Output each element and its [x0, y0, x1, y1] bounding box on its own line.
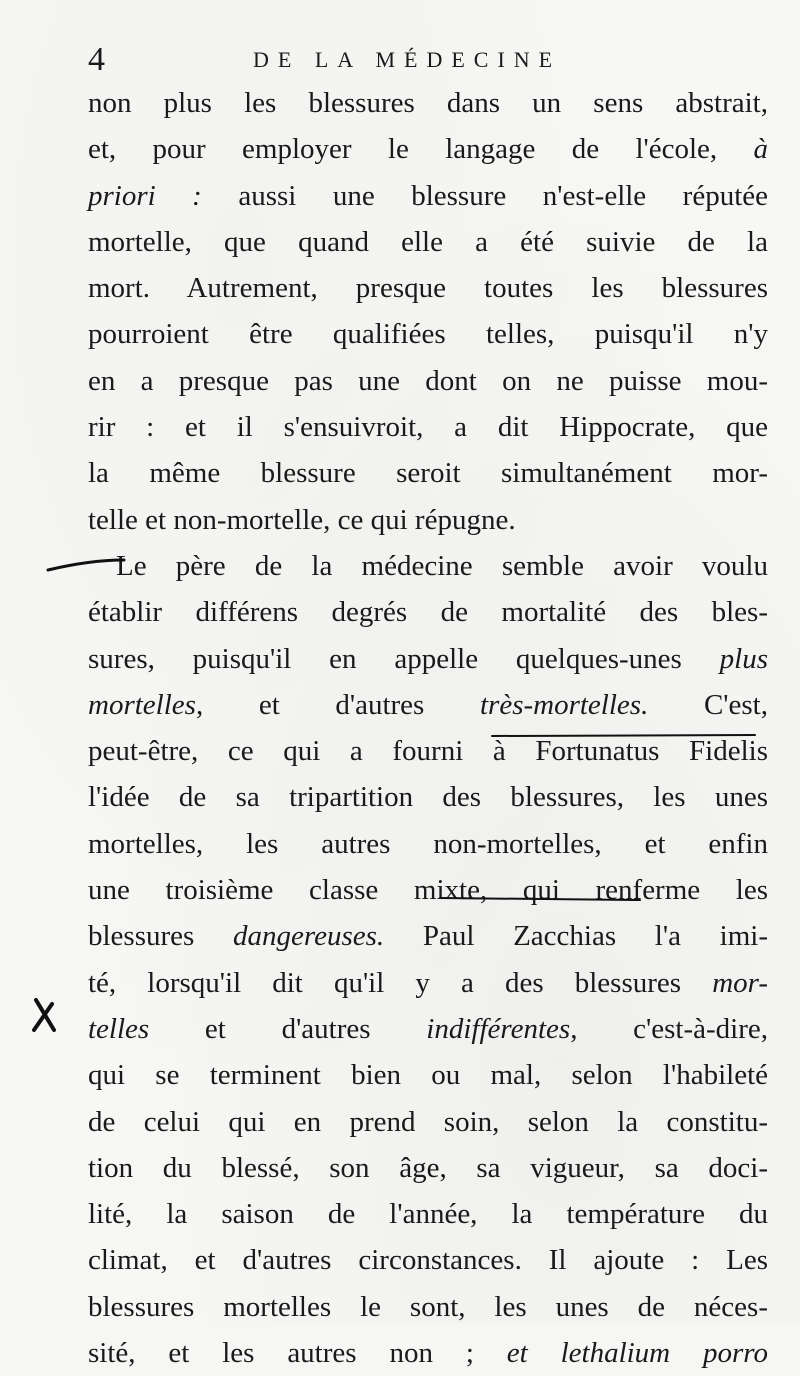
text-segment: une troisième classe mixte, qui renferme les — [88, 874, 768, 907]
text-segment: blessures mortelles le sont, les unes de néces- — [88, 1290, 768, 1323]
text-segment: mortelle, que quand elle a été suivie de la — [88, 225, 768, 258]
text-segment: peut-être, ce qui a fourni à Fortunatus Fidelis — [88, 735, 768, 768]
text-line — [88, 1237, 768, 1283]
text-line — [88, 774, 768, 820]
text-segment: tion du blessé, son âge, sa vigueur, sa doci- — [88, 1151, 768, 1184]
text-segment: l'idée de sa tripartition des blessures, les unes — [88, 781, 768, 814]
text-segment: Le père de la médecine semble avoir voulu — [116, 549, 768, 582]
text-line — [88, 913, 768, 959]
text-line — [88, 589, 768, 635]
text-segment: aussi une blessure n'est-elle réputée — [201, 179, 769, 212]
text-segment: , et d'autres — [195, 688, 480, 721]
text-segment: mortelles, les autres non-mortelles, et enfin — [88, 827, 768, 860]
text-segment: rir : et il s'ensuivroit, a dit Hippocrate, que — [88, 411, 768, 444]
text-segment: et, pour employer le langage de l'école, — [88, 133, 754, 166]
text-line — [88, 1284, 768, 1330]
text-line — [88, 404, 768, 450]
text-line — [88, 867, 768, 913]
text-line — [88, 1330, 768, 1376]
italic-text: mortelles — [88, 688, 196, 721]
italic-text: dangereuses. — [233, 920, 385, 953]
text-segment: non plus les blessures dans un sens abstrait, — [88, 87, 768, 119]
text-segment: et d'autres — [149, 1012, 427, 1045]
text-line — [88, 821, 768, 867]
text-segment: en a presque pas une dont on ne puisse mou- — [88, 364, 768, 397]
italic-text: plus — [719, 642, 768, 675]
text-segment: té, lorsqu'il dit qu'il y a des blessures — [88, 966, 713, 999]
text-line — [88, 173, 768, 219]
text-segment: de celui qui en prend soin, selon la constitu- — [88, 1105, 768, 1138]
text-line — [88, 1145, 768, 1191]
body-text — [88, 80, 768, 1376]
text-segment: sité, et les autres non ; — [88, 1337, 507, 1370]
italic-text: mor- — [712, 966, 768, 999]
text-line — [88, 358, 768, 404]
text-segment: la même blessure seroit simultanément mor- — [88, 457, 768, 490]
text-line — [88, 126, 768, 172]
text-segment: , c'est-à-dire, — [570, 1012, 768, 1045]
italic-text: indifférentes — [426, 1012, 571, 1045]
text-line — [88, 1099, 768, 1145]
italic-text: et lethalium porro — [506, 1337, 768, 1370]
text-line — [88, 497, 768, 543]
text-line — [88, 960, 768, 1006]
text-segment: C'est, — [648, 688, 768, 721]
text-segment: pourroient être qualifiées telles, puisqu'il n'y — [88, 318, 768, 351]
text-segment: telle et non-mortelle, ce qui répugne. — [88, 503, 516, 536]
text-line — [88, 543, 768, 589]
running-head-title: DE LA MÉDECINE — [253, 47, 562, 72]
margin-cross-mark — [34, 1000, 54, 1030]
text-line — [88, 1052, 768, 1098]
text-line — [88, 265, 768, 311]
italic-text: telles — [88, 1012, 150, 1045]
text-segment: qui se terminent bien ou mal, selon l'habileté — [88, 1059, 768, 1092]
italic-text: priori : — [88, 179, 202, 212]
text-segment: lité, la saison de l'année, la température du — [88, 1198, 768, 1231]
running-head — [88, 40, 768, 80]
italic-text: à — [753, 133, 768, 166]
text-line — [88, 1006, 768, 1052]
text-segment: blessures — [88, 920, 233, 953]
text-segment: Paul Zacchias l'a imi- — [384, 920, 768, 953]
text-segment: établir différens degrés de mortalité des bles- — [88, 596, 768, 629]
text-segment: climat, et d'autres circonstances. Il ajoute : Les — [88, 1244, 768, 1277]
text-line — [88, 728, 768, 774]
text-segment: mort. Autrement, presque toutes les blessures — [88, 272, 768, 305]
text-line — [88, 80, 768, 126]
text-line — [88, 636, 768, 682]
text-line — [88, 311, 768, 357]
page-number: 4 — [88, 41, 105, 78]
text-line — [88, 682, 768, 728]
text-line — [88, 450, 768, 496]
text-segment: sures, puisqu'il en appelle quelques-unes — [88, 642, 720, 675]
italic-text: très-mortelles. — [479, 688, 649, 721]
text-line — [88, 1191, 768, 1237]
text-line — [88, 219, 768, 265]
